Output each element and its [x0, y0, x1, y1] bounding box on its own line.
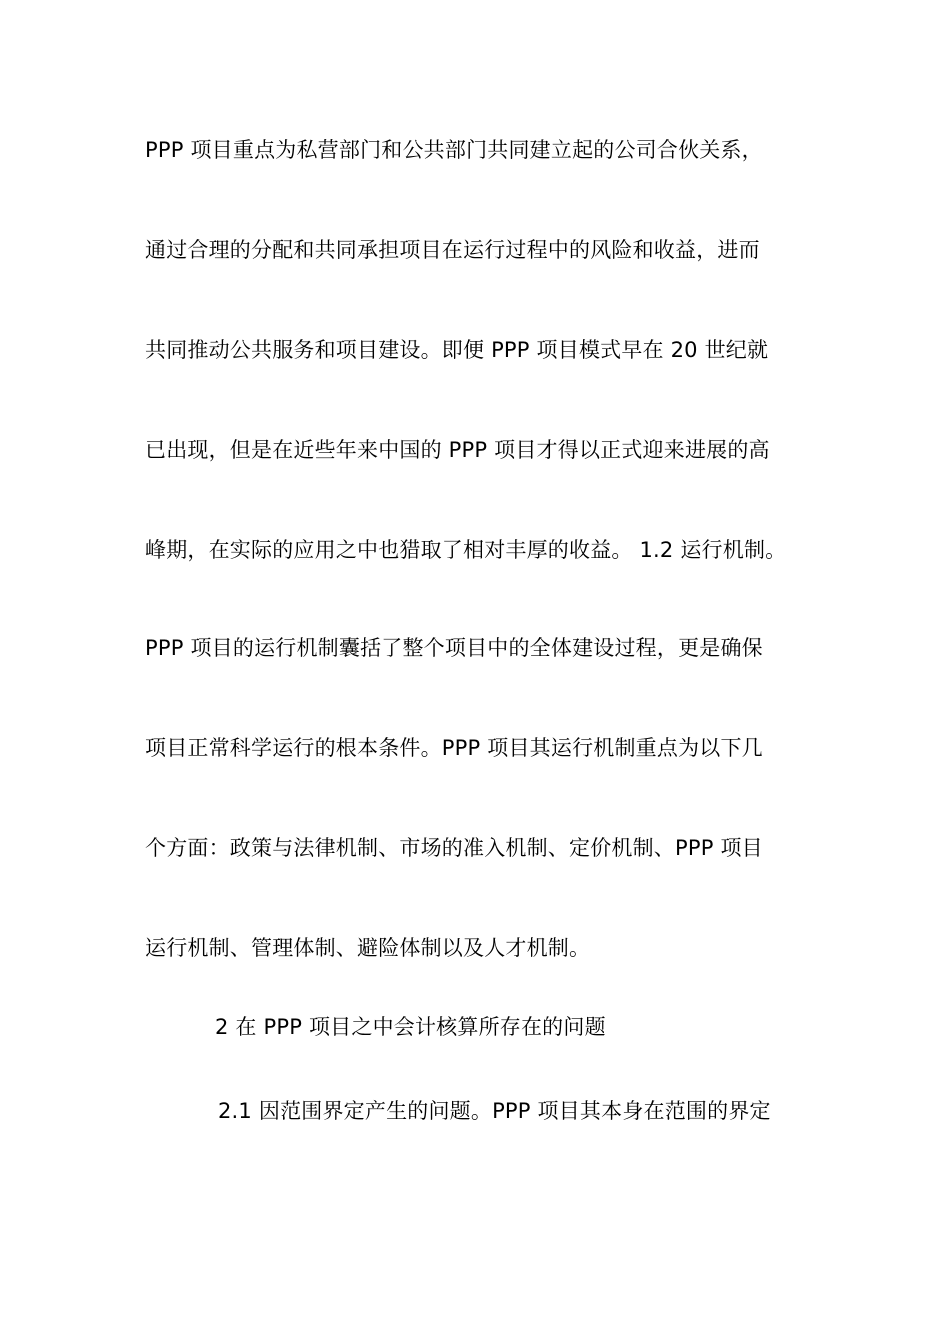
paragraph-line: 共同推动公共服务和项目建设。即便 PPP 项目模式早在 20 世纪就	[145, 338, 769, 362]
paragraph-line: 运行机制、管理体制、避险体制以及人才机制。	[145, 936, 591, 960]
paragraph-line: 已出现，但是在近些年来中国的 PPP 项目才得以正式迎来进展的高	[145, 438, 770, 462]
subsection-line: 2.1 因范围界定产生的问题。PPP 项目其本身在范围的界定	[218, 1099, 771, 1123]
paragraph-line: 通过合理的分配和共同承担项目在运行过程中的风险和收益，进而	[145, 238, 760, 262]
paragraph-line: 项目正常科学运行的根本条件。PPP 项目其运行机制重点为以下几	[145, 736, 763, 760]
paragraph-line: PPP 项目的运行机制囊括了整个项目中的全体建设过程，更是确保	[145, 636, 763, 660]
section-heading: 2 在 PPP 项目之中会计核算所存在的问题	[215, 1015, 606, 1039]
paragraph-line: 峰期，在实际的应用之中也猎取了相对丰厚的收益。 1.2 运行机制。	[145, 538, 787, 562]
paragraph-line: PPP 项目重点为私营部门和公共部门共同建立起的公司合伙关系，	[145, 138, 763, 162]
paragraph-line: 个方面：政策与法律机制、市场的准入机制、定价机制、PPP 项目	[145, 836, 763, 860]
